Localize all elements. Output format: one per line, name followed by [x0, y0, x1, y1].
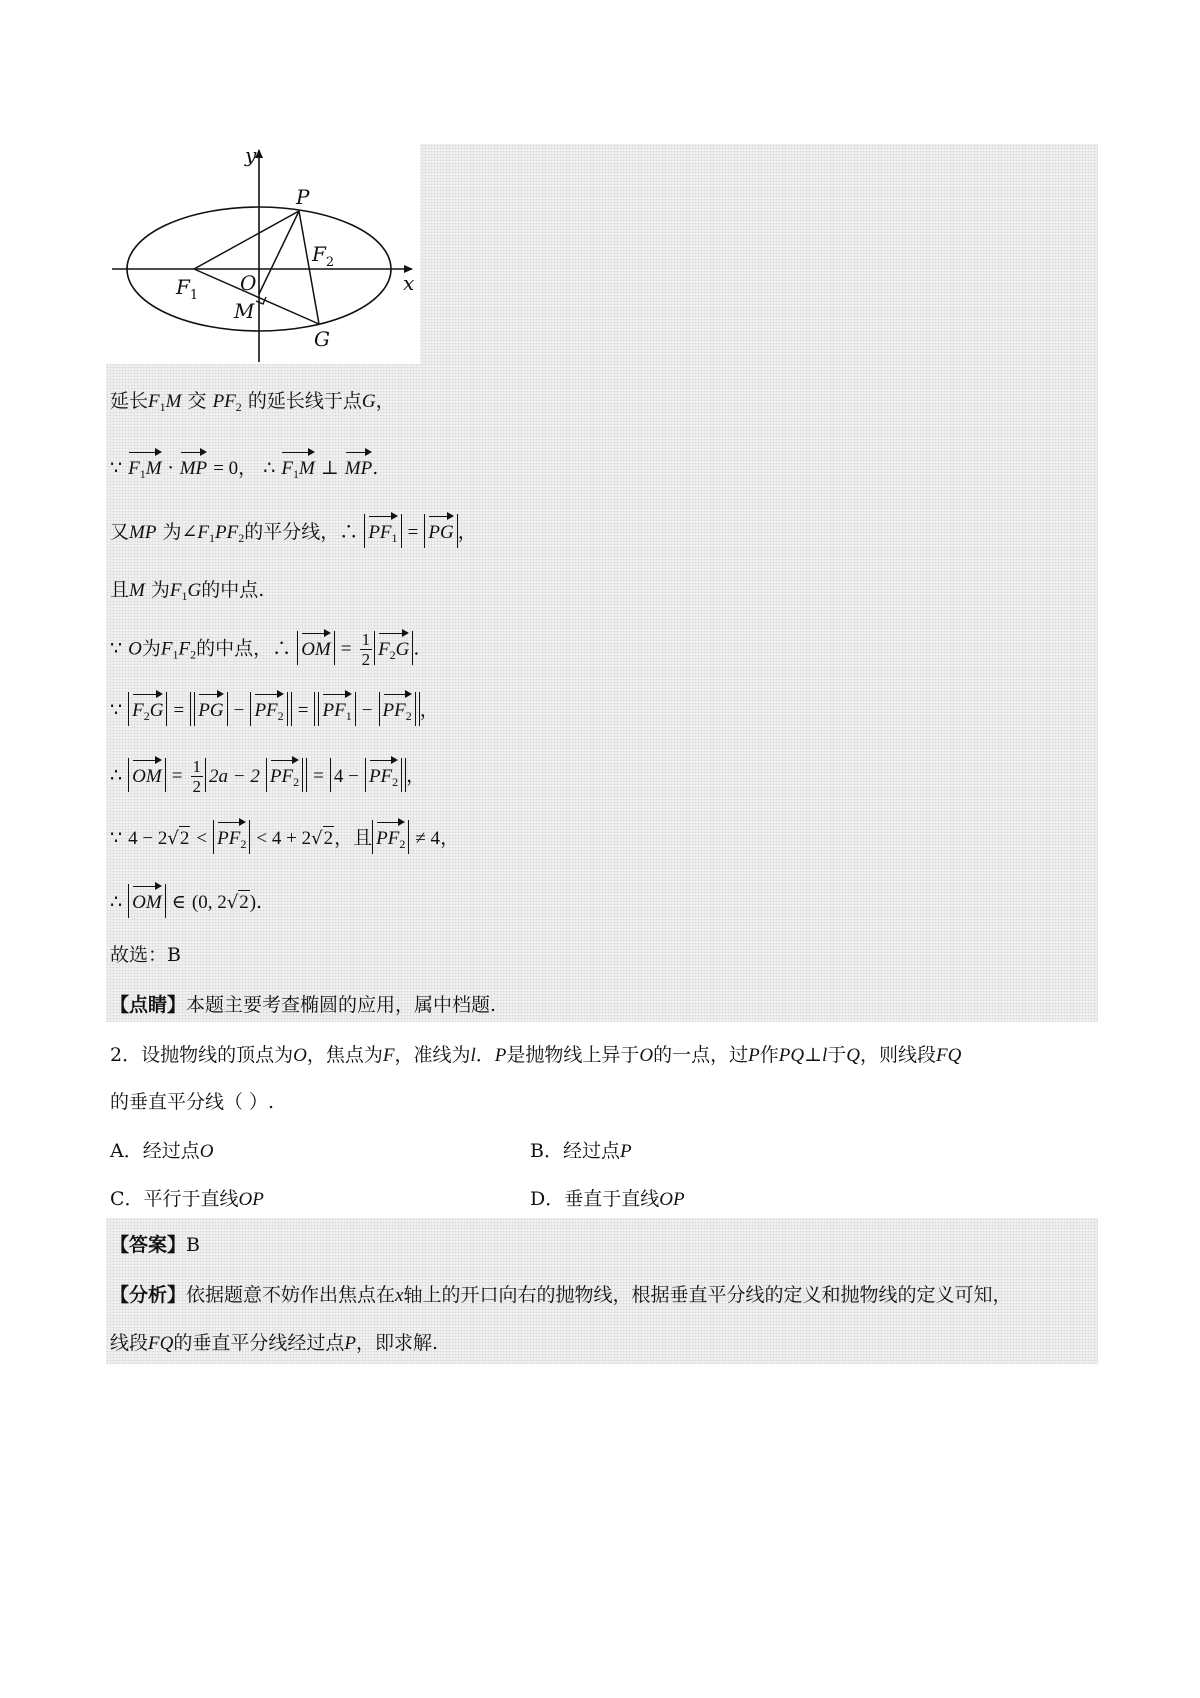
question-2-stem-line-1: 2．设抛物线的顶点为O，焦点为F，准线为l．P是抛物线上异于O的一点，过P作PQ⊥l于Q，则线段FQ: [110, 1044, 962, 1066]
vector-PF1: $PF_1$: [322, 692, 351, 726]
segment-F1-P: [194, 211, 299, 269]
ellipse-figure: [106, 144, 420, 364]
solution-comment: 【点睛】本题主要考查椭圆的应用，属中档题.: [110, 994, 497, 1016]
label-O: O: [240, 271, 257, 295]
vector-PF2: $PF_2$: [383, 692, 412, 726]
vector-PF2: $PF_2$: [376, 820, 405, 854]
vector-PF2: $PF_2$: [270, 758, 299, 792]
vector-MP: MP: [345, 450, 372, 484]
vector-MP: MP: [180, 450, 207, 484]
vector-F2G: $F_2G$: [132, 692, 163, 726]
solution-line-2: ∵ $F_1M$ · MP = 0， ∴ $F_1M$ ⊥ MP.: [110, 450, 378, 484]
solution-line-1: 延长$F_1M$ 交 $PF_2$ 的延长线于点G，: [110, 390, 395, 414]
vector-PF2: $PF_2$: [369, 758, 398, 792]
fraction-half: $\frac{1}{2}$: [192, 757, 202, 796]
solution-line-4: 且M 为$F_1G$的中点.: [110, 579, 265, 603]
solution-line-5: ∵ O为$F_1F_2$的中点，∴ OM = $\frac{1}{2}$ $F_2G$ .: [110, 630, 420, 669]
solution-line-9: ∴ OM ∈ (0, 2√2).: [110, 884, 262, 918]
segment-O-P: [259, 211, 299, 294]
option-d[interactable]: D．垂直于直线OP: [530, 1188, 685, 1210]
solution-line-7: ∴ OM = $\frac{1}{2}$ 2a − 2 $PF_2 = 4 - PF_2$ ，: [110, 757, 426, 796]
option-c[interactable]: C．平行于直线OP: [110, 1188, 264, 1210]
solution-line-6: ∵ $F_2G$ = PG − $PF_2 = PF_1 - PF_2$ ，: [110, 692, 439, 726]
vector-PG: PG: [198, 692, 223, 726]
vector-OM: OM: [132, 758, 162, 792]
answer-line: 【答案】B: [110, 1234, 200, 1256]
analysis-line-2: 线段FQ的垂直平分线经过点P，即求解.: [110, 1332, 439, 1354]
label-F1: $F_1$: [176, 275, 199, 303]
question-2-stem-line-2: 的垂直平分线（ ）.: [110, 1091, 275, 1113]
vector-PF2: $PF_2$: [217, 820, 246, 854]
label-G: G: [314, 327, 330, 351]
analysis-line-1: 【分析】依据题意不妨作出焦点在x轴上的开口向右的抛物线，根据垂直平分线的定义和抛物线的定义可知，: [110, 1284, 1012, 1306]
option-b[interactable]: B．经过点P: [530, 1140, 632, 1162]
option-a[interactable]: A．经过点O: [110, 1140, 214, 1162]
vector-OM: OM: [132, 884, 162, 918]
vector-F2G: $F_2G$: [378, 631, 409, 665]
label-P: P: [296, 185, 310, 209]
segment-P-G: [299, 211, 319, 324]
vector-PF2: $PF_2$: [254, 692, 283, 726]
fraction-half: $\frac{1}{2}$: [361, 630, 371, 669]
label-F2: $F_2$: [312, 242, 335, 270]
solution-line-8: ∵ $4 - 2√2 < PF_2 < 4 + 2√2$，且 $PF_2 \ne 4$，: [110, 820, 459, 854]
vector-F1M: $F_1M$: [281, 450, 314, 484]
label-x: x: [403, 271, 415, 295]
vector-PF1: $PF_1$: [368, 514, 397, 548]
vector-F1M: $F_1M$: [128, 450, 161, 484]
vector-OM: OM: [301, 631, 331, 665]
label-M: M: [234, 299, 255, 323]
segment-F1-G: [194, 269, 319, 324]
vector-PG: PG: [428, 514, 453, 548]
solution-choice: 故选：B: [110, 944, 181, 966]
label-y: y: [245, 144, 257, 167]
solution-line-3: 又MP 为$\angle F_1PF_2$的平分线，∴ $PF_1$ = PG ，: [110, 514, 477, 548]
